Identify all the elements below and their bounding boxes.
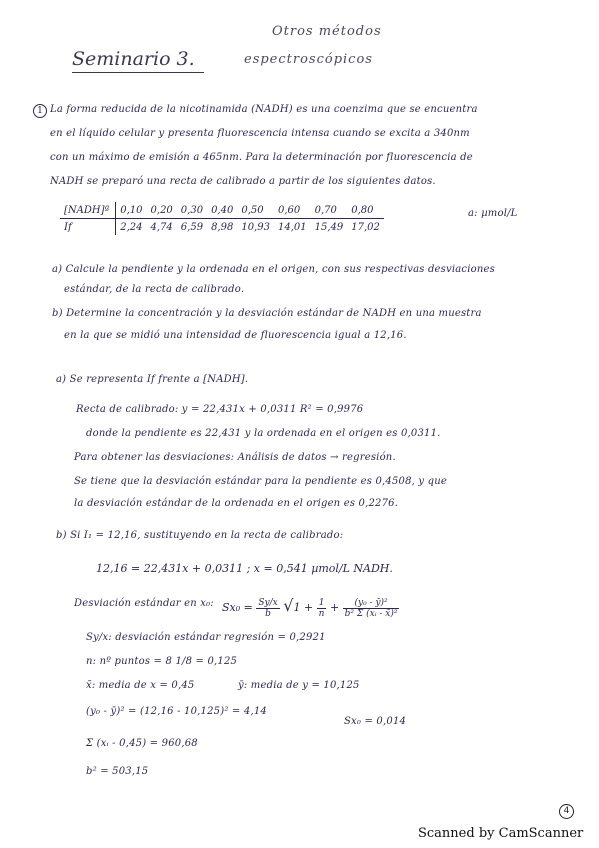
sx0-formula — [222, 596, 399, 619]
mean-y-line: ȳ: media de y = 10,125 — [238, 680, 360, 691]
problem-line-2: en el líquido celular y presenta fluorescencia intensa cuando se excita a 340nm — [50, 128, 470, 139]
question-b-line-1: b) Determine la concentración y la desviación estándar de NADH en una muestra — [52, 308, 482, 319]
table-cell: 6,59 — [180, 221, 204, 233]
answer-a-line-5: Se tiene que la desviación estándar para la pendiente es 0,4508, y que — [74, 476, 448, 487]
table-cell: 0,60 — [274, 202, 311, 219]
problem-line-3: con un máximo de emisión a 465nm. Para la determinación por fluorescencia de — [50, 152, 473, 163]
answer-b-line-1: b) Si I₁ = 12,16, sustituyendo en la recta de calibrado: — [56, 530, 344, 541]
table-row-concentration — [60, 202, 384, 219]
fraction-numerator: (y₀ - ȳ)² — [343, 598, 400, 609]
table-cell: 17,02 — [351, 221, 380, 233]
title-line-1: Otros métodos — [272, 24, 382, 39]
fraction-denominator: b — [265, 608, 271, 619]
table-header-if: If — [60, 219, 116, 236]
problem-line-4: NADH se preparó una recta de calibrado a partir de los siguientes datos. — [50, 176, 436, 187]
b-squared-line: b² = 503,15 — [86, 766, 149, 777]
table-header-nadh: [NADH]ª — [60, 202, 116, 219]
table-cell: 0,10 — [116, 202, 147, 219]
table-cell: 0,70 — [311, 202, 348, 219]
sum-line: Σ (xᵢ - 0,45) = 960,68 — [86, 738, 198, 749]
table-cell: 14,01 — [277, 221, 307, 233]
sx0-result: Sx₀ = 0,014 — [344, 716, 407, 727]
std-dev-label: Desviación estándar en x₀: — [74, 598, 214, 609]
camscanner-watermark: Scanned by CamScanner — [418, 826, 584, 841]
question-b-line-2: en la que se midió una intensidad de fluorescencia igual a 12,16. — [64, 330, 407, 341]
question-a-line-1: a) Calcule la pendiente y la ordenada en el origen, con sus respectivas desviaciones — [52, 264, 495, 275]
table-cell: 15,49 — [314, 221, 344, 233]
table-cell: 0,20 — [147, 202, 177, 219]
table-cell: 4,74 — [150, 221, 173, 233]
answer-b-line-2: 12,16 = 22,431x + 0,0311 ; x = 0,541 µmol/L NADH. — [96, 562, 393, 575]
fraction-denominator: n — [318, 608, 325, 619]
answer-a-line-2: Recta de calibrado: y = 22,431x + 0,0311 R² = 0,9976 — [76, 404, 364, 415]
fraction-numerator: 1 — [317, 598, 327, 609]
table-cell: 10,93 — [241, 221, 270, 233]
table-cell: 0,50 — [237, 202, 274, 219]
answer-a-line-6: la desviación estándar de la ordenada en el origen es 0,2276. — [74, 498, 399, 509]
answer-a-line-4: Para obtener las desviaciones: Análisis de datos → regresión. — [74, 452, 396, 463]
sqrt-head: 1 + — [293, 601, 314, 614]
page-number-badge: 4 — [559, 804, 574, 819]
problem-number-badge: 1 — [33, 104, 47, 118]
table-cell: 2,24 — [120, 221, 143, 233]
table-cell: 0,40 — [207, 202, 237, 219]
seminar-title: Seminario 3. — [72, 48, 195, 70]
n-line: n: nº puntos = 8 1/8 = 0,125 — [86, 656, 238, 667]
table-cell: 8,98 — [211, 221, 234, 233]
answer-a-line-3: donde la pendiente es 22,431 y la ordenada en el origen es 0,0311. — [86, 428, 441, 439]
syx-line: Sy/x: desviación estándar regresión = 0,2921 — [86, 632, 326, 643]
calibration-table — [60, 202, 384, 235]
problem-line-1: La forma reducida de la nicotinamida (NADH) es una coenzima que se encuentra — [50, 104, 478, 115]
title-line-2: espectroscópicos — [244, 52, 373, 67]
sqrt-icon: √ — [283, 596, 294, 615]
mean-x-line: x̄: media de x = 0,45 — [86, 680, 195, 691]
table-row-intensity — [60, 219, 384, 236]
seminar-underline — [72, 72, 204, 73]
one-over-n-fraction — [317, 598, 327, 619]
plus-sign: + — [329, 601, 340, 614]
y-deviation-line: (y₀ - ȳ)² = (12,16 - 10,125)² = 4,14 — [86, 706, 267, 717]
fraction-denominator: b² Σ (xᵢ - x̄)² — [344, 608, 398, 619]
sx0-symbol: Sx₀ = — [222, 601, 253, 614]
table-cell: 0,80 — [347, 202, 384, 219]
question-a-line-2: estándar, de la recta de calibrado. — [64, 284, 245, 295]
unit-note: a: µmol/L — [468, 208, 518, 219]
syx-over-b-fraction — [256, 598, 279, 619]
table-cell: 0,30 — [177, 202, 207, 219]
variance-fraction — [343, 598, 400, 619]
fraction-numerator: Sy/x — [258, 597, 278, 608]
answer-a-line-1: a) Se representa If frente a [NADH]. — [56, 374, 249, 385]
